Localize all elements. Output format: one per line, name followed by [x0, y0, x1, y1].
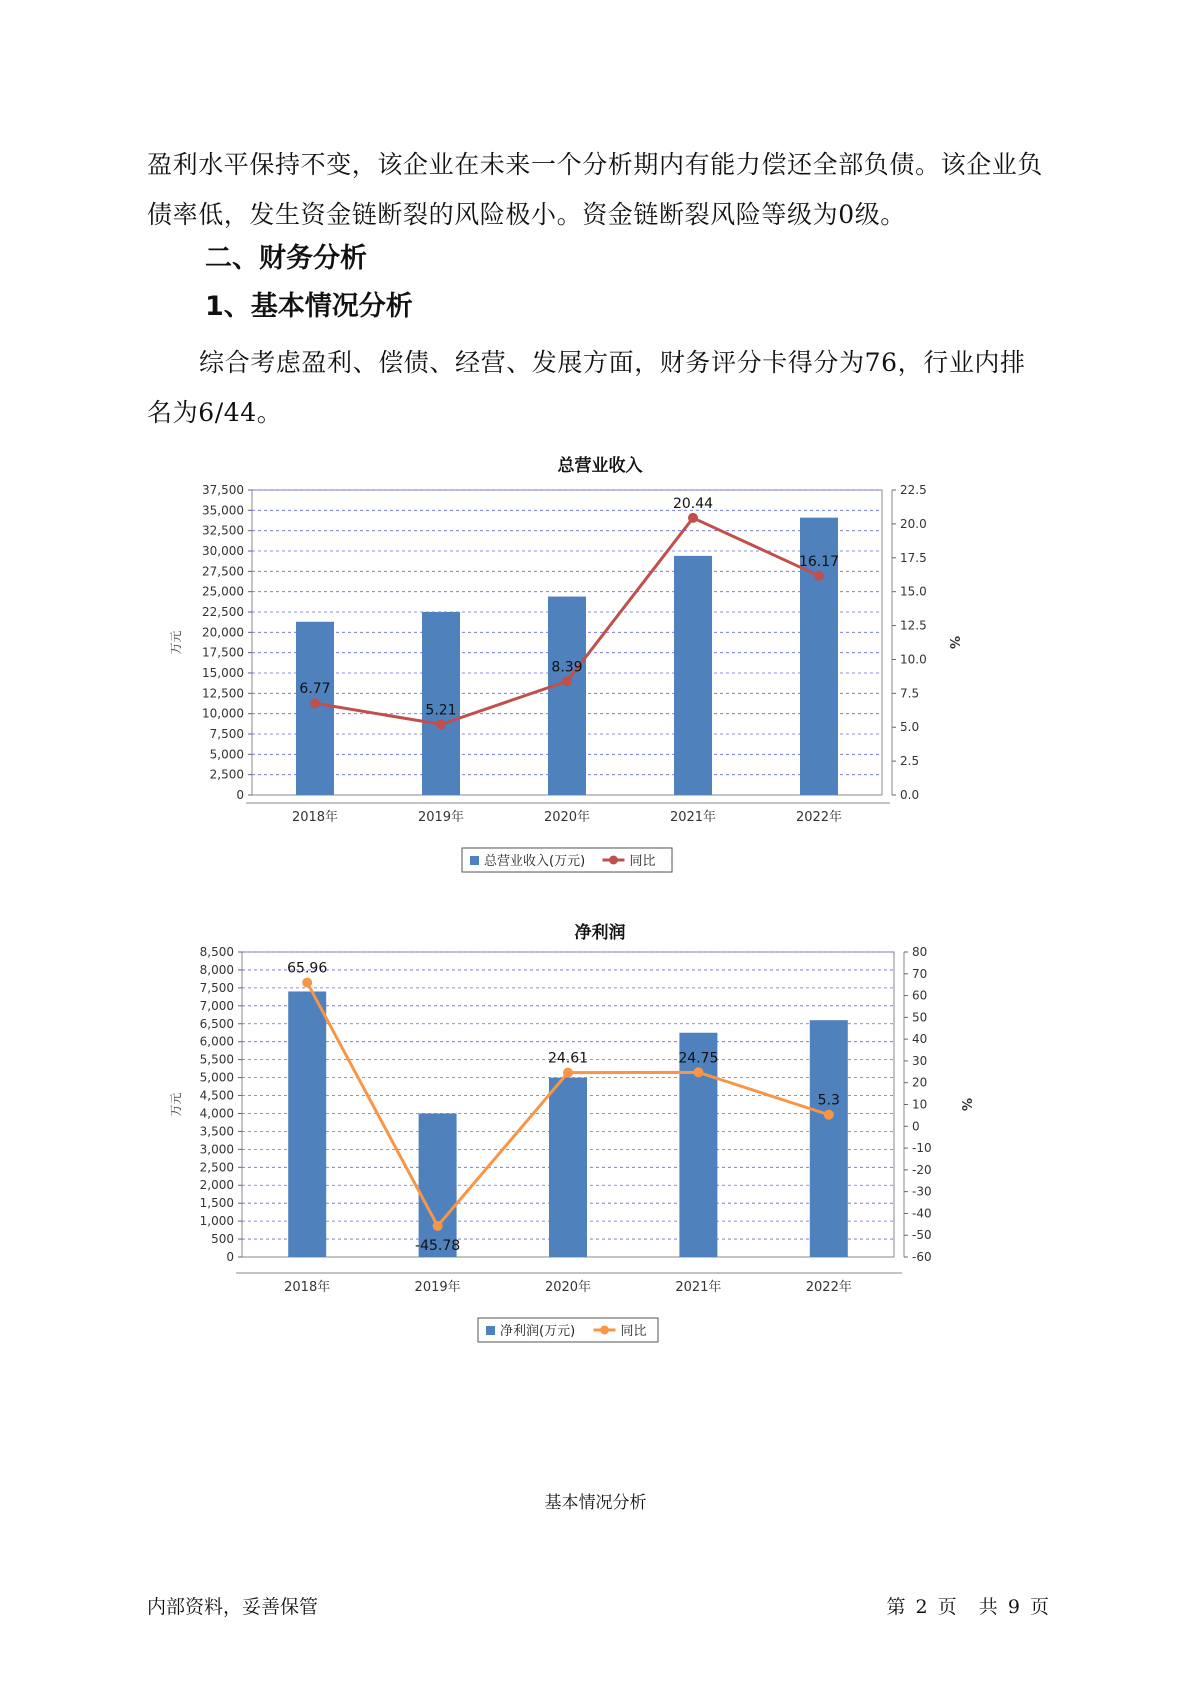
x-tick-label: 2021年	[675, 1280, 722, 1295]
bar	[549, 1078, 587, 1257]
y2-tick-label: 22.5	[900, 483, 927, 497]
y2-tick-label: -30	[912, 1184, 932, 1199]
y2-tick-label: 15.0	[900, 584, 927, 599]
line-point	[562, 676, 572, 686]
chart-title-revenue: 总营业收入	[557, 456, 643, 476]
section-heading: 二、财务分析	[205, 243, 367, 274]
y-tick-label: 15,000	[202, 666, 244, 680]
legend-bar-label: 总营业收入(万元)	[484, 854, 586, 869]
y-tick-label: 5,500	[199, 1052, 234, 1067]
y2-tick-label: -60	[912, 1250, 932, 1264]
data-label: -45.78	[415, 1238, 461, 1255]
page-current: 2	[915, 1596, 928, 1618]
bar	[674, 556, 712, 795]
line-point	[814, 571, 824, 581]
y2-tick-label: 12.5	[900, 618, 927, 633]
y-tick-label: 22,500	[202, 605, 244, 619]
legend-bar-swatch	[486, 1326, 495, 1335]
y-tick-label: 2,500	[199, 1160, 234, 1175]
y-tick-label: 8,500	[199, 945, 234, 959]
total-prefix: 共	[978, 1596, 998, 1618]
y-tick-label: 6,000	[199, 1034, 234, 1049]
x-tick-label: 2018年	[284, 1280, 331, 1295]
y2-tick-label: 50	[912, 1010, 928, 1025]
figure-caption: 基本情况分析	[544, 1493, 647, 1513]
y-tick-label: 0	[236, 788, 244, 802]
paragraph-score: 综合考虑盈利、偿债、经营、发展方面，财务评分卡得分为76，行业内排名为6/44。	[147, 348, 1026, 427]
bar	[548, 597, 586, 795]
y2-tick-label: 17.5	[900, 550, 927, 565]
y-tick-label: 6,500	[199, 1016, 234, 1031]
y2-tick-label: -40	[912, 1206, 932, 1221]
y-tick-label: 17,500	[202, 645, 244, 660]
y-axis-title: 万元	[169, 1092, 183, 1117]
y-tick-label: 7,500	[209, 727, 244, 741]
total-suffix: 页	[1029, 1596, 1049, 1618]
footer-note: 内部资料，妥善保管	[147, 1596, 319, 1618]
line-point	[688, 513, 698, 523]
y-tick-label: 8,000	[199, 962, 234, 977]
y-tick-label: 3,000	[199, 1142, 234, 1157]
page-prefix: 第	[886, 1596, 906, 1618]
data-label: 6.77	[299, 681, 331, 698]
y2-tick-label: 20	[912, 1075, 928, 1090]
legend-line-label: 同比	[629, 854, 656, 869]
y2-tick-label: -10	[912, 1141, 932, 1156]
y-tick-label: 20,000	[202, 625, 244, 640]
data-label: 20.44	[672, 495, 714, 512]
y-tick-label: 1,000	[199, 1214, 234, 1229]
line-point	[436, 719, 446, 729]
x-tick-label: 2019年	[417, 810, 465, 825]
legend-line-label: 同比	[620, 1324, 647, 1339]
y-tick-label: 7,500	[199, 980, 234, 995]
page-total: 9	[1007, 1596, 1020, 1618]
y2-tick-label: 80	[912, 945, 928, 959]
y-tick-label: 32,500	[202, 523, 244, 538]
y2-axis-title: %	[946, 635, 961, 650]
y-tick-label: 500	[211, 1232, 234, 1247]
y-tick-label: 27,500	[202, 564, 244, 579]
bar	[419, 1113, 457, 1257]
y-axis-title: 万元	[169, 630, 183, 655]
y-tick-label: 12,500	[202, 686, 244, 701]
line-point	[693, 1067, 703, 1077]
bar	[296, 622, 334, 795]
x-tick-label: 2022年	[805, 1280, 852, 1295]
x-tick-label: 2018年	[291, 810, 339, 825]
y2-tick-label: 10	[912, 1097, 928, 1112]
line-point	[310, 698, 320, 708]
data-label: 16.17	[798, 553, 840, 570]
page-number	[884, 1592, 1051, 1619]
y-tick-label: 4,000	[199, 1106, 234, 1121]
y-tick-label: 7,000	[199, 998, 234, 1013]
chart-revenue	[160, 480, 1040, 925]
data-label: 8.39	[551, 659, 583, 676]
y-tick-label: 2,000	[199, 1178, 234, 1193]
legend-line-marker	[600, 1326, 609, 1335]
data-label: 24.75	[678, 1050, 719, 1067]
y2-tick-label: 2.5	[900, 754, 920, 769]
y2-tick-label: 0	[912, 1119, 920, 1134]
y-tick-label: 37,500	[202, 483, 244, 497]
paragraph-solvency: 盈利水平保持不变，该企业在未来一个分析期内有能力偿还全部负债。该企业负债率低，发生资金链断裂的风险极小。资金链断裂风险等级为0级。	[147, 150, 1044, 229]
chart-net-profit	[160, 940, 1040, 1390]
y2-tick-label: 40	[912, 1032, 928, 1047]
bar	[810, 1020, 848, 1257]
line-point	[824, 1110, 834, 1120]
y2-axis-title: %	[958, 1097, 973, 1112]
line-point	[433, 1221, 443, 1231]
y-tick-label: 1,500	[199, 1196, 234, 1211]
y2-tick-label: 0.0	[900, 788, 920, 802]
y2-tick-label: -20	[912, 1162, 932, 1177]
x-tick-label: 2021年	[669, 810, 717, 825]
data-label: 5.21	[425, 702, 457, 719]
y-tick-label: 4,500	[199, 1088, 234, 1103]
page-mid: 页	[937, 1596, 957, 1618]
data-label: 5.3	[817, 1092, 840, 1109]
x-tick-label: 2022年	[795, 810, 843, 825]
y-tick-label: 2,500	[209, 767, 244, 782]
y-tick-label: 0	[226, 1250, 234, 1264]
line-point	[302, 978, 312, 988]
bar	[679, 1033, 717, 1257]
subsection-heading: 1、基本情况分析	[205, 291, 413, 322]
y-tick-label: 5,000	[199, 1070, 234, 1085]
bar	[288, 991, 326, 1257]
y-tick-label: 30,000	[202, 544, 244, 558]
y-tick-label: 25,000	[202, 584, 244, 599]
y-tick-label: 5,000	[209, 747, 244, 762]
y-tick-label: 10,000	[202, 706, 244, 721]
y-tick-label: 35,000	[202, 503, 244, 518]
legend-bar-label: 净利润(万元)	[500, 1324, 576, 1339]
line-point	[563, 1068, 573, 1078]
y2-tick-label: -50	[912, 1228, 932, 1243]
y2-tick-label: 20.0	[900, 516, 927, 531]
y2-tick-label: 30	[912, 1053, 928, 1068]
legend-bar-swatch	[470, 856, 479, 865]
y2-tick-label: 10.0	[900, 652, 927, 667]
y2-tick-label: 5.0	[900, 720, 920, 735]
data-label: 24.61	[547, 1050, 589, 1067]
data-label: 65.96	[287, 960, 328, 977]
x-tick-label: 2020年	[544, 1280, 592, 1295]
x-tick-label: 2020年	[543, 810, 591, 825]
chart-title-net-profit: 净利润	[574, 923, 626, 943]
x-tick-label: 2019年	[414, 1280, 461, 1295]
y2-tick-label: 60	[912, 988, 928, 1003]
legend-line-marker	[609, 856, 618, 865]
y2-tick-label: 7.5	[900, 686, 920, 701]
y2-tick-label: 70	[912, 966, 928, 981]
y-tick-label: 3,500	[199, 1124, 234, 1139]
